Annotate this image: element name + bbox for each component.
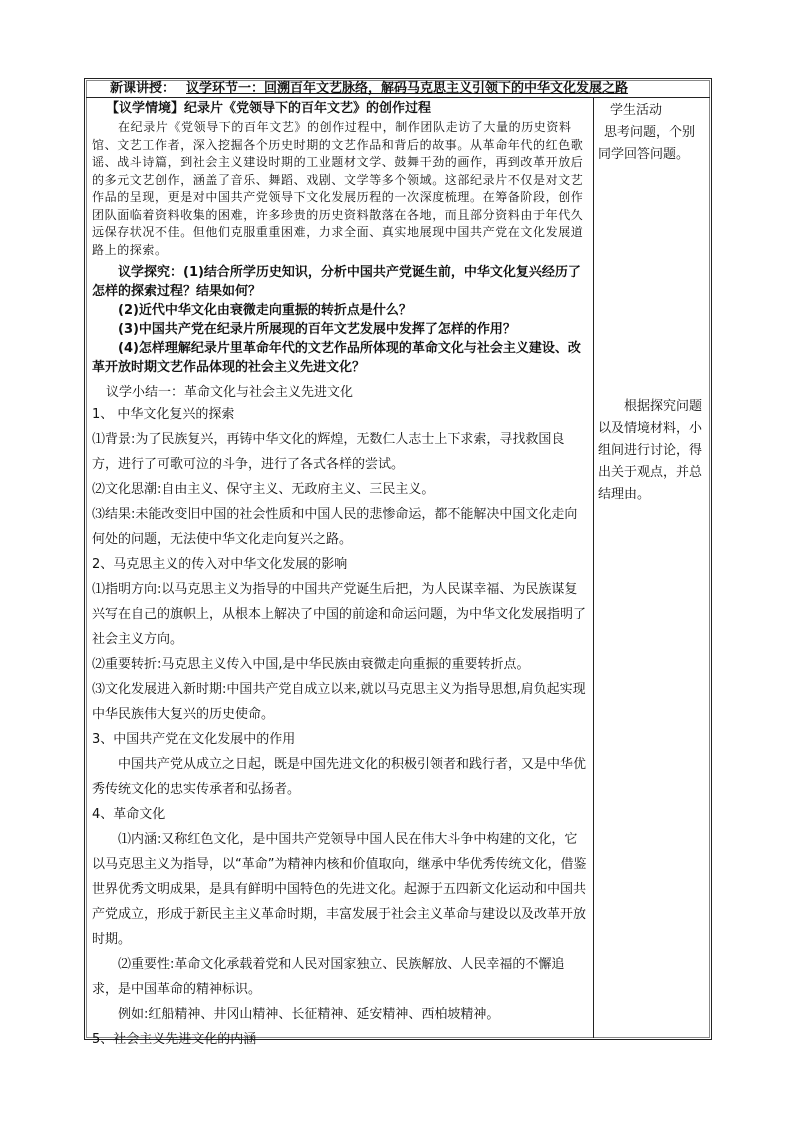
section-4-connotation: ⑴内涵:又称红色文化，是中国共产党领导中国人民在伟大斗争中构建的文化，它以马克思主义为指导，以“革命”为精神内核和价值取向，继承中华优秀传统文化，借鉴世界优秀文明成果，是具有鲜明中国特色的先进文化。起源于五四新文化运动和中国共产党成立，形成于新民主主义革命时期，丰富发展于社会主义革命与建设以及改革开放时期。 [92, 832, 587, 947]
summary-title: 议学小结一：革命文化与社会主义先进文化 [106, 385, 354, 400]
situation-paragraph: 在纪录片《党领导下的百年文艺》的创作过程中，制作团队走访了大量的历史资料馆、文艺工作者，深入挖掘各个历史时期的文艺作品和背后的故事。从革命年代的红色歌谣、战斗诗篇，到社会主义建设时期的工业题材文学、鼓舞干劲的画作，再到改革开放后的多元文艺创作，涵盖了音乐、舞蹈、戏剧、文学等多个领域。这部纪录片不仅是对文艺作品的呈现，更是对中国共产党领导下文化发展历程的一次深度梳理。在筹备阶段，创作团队面临着资料收集的困难，许多珍贵的历史资料散落在各地，而且部分资料由于年代久远保存状况不佳。但他们克服重重困难，力求全面、真实地展现中国共产党在文化发展道路上的探索。 [92, 120, 584, 257]
section-3-text: 中国共产党从成立之日起，既是中国先进文化的积极引领者和践行者，又是中华优秀传统文化的忠实传承者和弘扬者。 [92, 757, 587, 797]
section-2-direction: ⑴指明方向:以马克思主义为指导的中国共产党诞生后把，为人民谋幸福、为民族谋复兴写在自己的旗帜上，从根本上解决了中国的前途和命运问题，为中华文化发展指明了社会主义方向。 [92, 582, 587, 647]
inquiry-q1: 议学探究：(1)结合所学历史知识，分析中国共产党诞生前，中华文化复兴经历了怎样的探索过程？结果如何？ [92, 265, 581, 299]
activity-text-2: 根据探究问题以及情境材料，小组间进行讨论，得出关于观点，并总结理由。 [598, 399, 703, 502]
column-divider [593, 97, 594, 1038]
section-4-title: 4、革命文化 [92, 807, 166, 822]
section-1-thoughts: ⑵文化思潮:自由主义、保守主义、无政府主义、三民主义。 [92, 482, 435, 497]
inquiry-q3: (3)中国共产党在纪录片所展现的百年文艺发展中发挥了怎样的作用？ [118, 322, 516, 337]
section-4-importance: ⑵重要性:革命文化承载着党和人民对国家独立、民族解放、人民幸福的不懈追求，是中国革命的精神标识。 [92, 957, 565, 997]
inquiry-q4: (4)怎样理解纪录片里革命年代的文艺作品所体现的革命文化与社会主义建设、改革开放时期文艺作品体现的社会主义先进文化？ [92, 341, 581, 375]
main-column [92, 100, 587, 1052]
side-activity-1 [598, 100, 706, 166]
section-2-title: 2、马克思主义的传入对中华文化发展的影响 [92, 557, 348, 572]
section-2-turning-point: ⑵重要转折:马克思主义传入中国,是中华民族由衰微走向重振的重要转折点。 [92, 657, 530, 672]
activity-title: 学生活动 [610, 103, 663, 118]
header-label: 新课讲授： [110, 81, 176, 96]
section-3-title: 3、中国共产党在文化发展中的作用 [92, 732, 296, 747]
side-activity-2 [598, 396, 706, 506]
situation-title: 【议学情境】纪录片《党领导下的百年文艺》的创作过程 [106, 101, 432, 116]
inquiry-q2: (2)近代中华文化由衰微走向重振的转折点是什么？ [118, 303, 412, 318]
section-4-examples: 例如:红船精神、井冈山精神、长征精神、延安精神、西柏坡精神。 [118, 1007, 500, 1022]
section-1-background: ⑴背景:为了民族复兴，再铸中华文化的辉煌，无数仁人志士上下求索，寻找救国良方，进行了可歌可泣的斗争，进行了各式各样的尝试。 [92, 432, 565, 472]
section-1-result: ⑶结果:未能改变旧中国的社会性质和中国人民的悲惨命运，都不能解决中国文化走向何处的问题，无法使中华文化走向复兴之路。 [92, 507, 578, 547]
activity-text-1: 思考问题，个别同学回答问题。 [598, 125, 696, 162]
section-2-new-period: ⑶文化发展进入新时期:中国共产党自成立以来,就以马克思主义为指导思想,肩负起实现中华民族伟大复兴的历史使命。 [92, 682, 586, 722]
header-title: 议学环节一：回溯百年文艺脉络，解码马克思主义引领下的中华文化发展之路 [186, 81, 629, 96]
section-header [86, 80, 710, 98]
section-1-title: 1、 中华文化复兴的探索 [92, 407, 235, 422]
section-5-title: 5、社会主义先进文化的内涵 [92, 1032, 257, 1047]
